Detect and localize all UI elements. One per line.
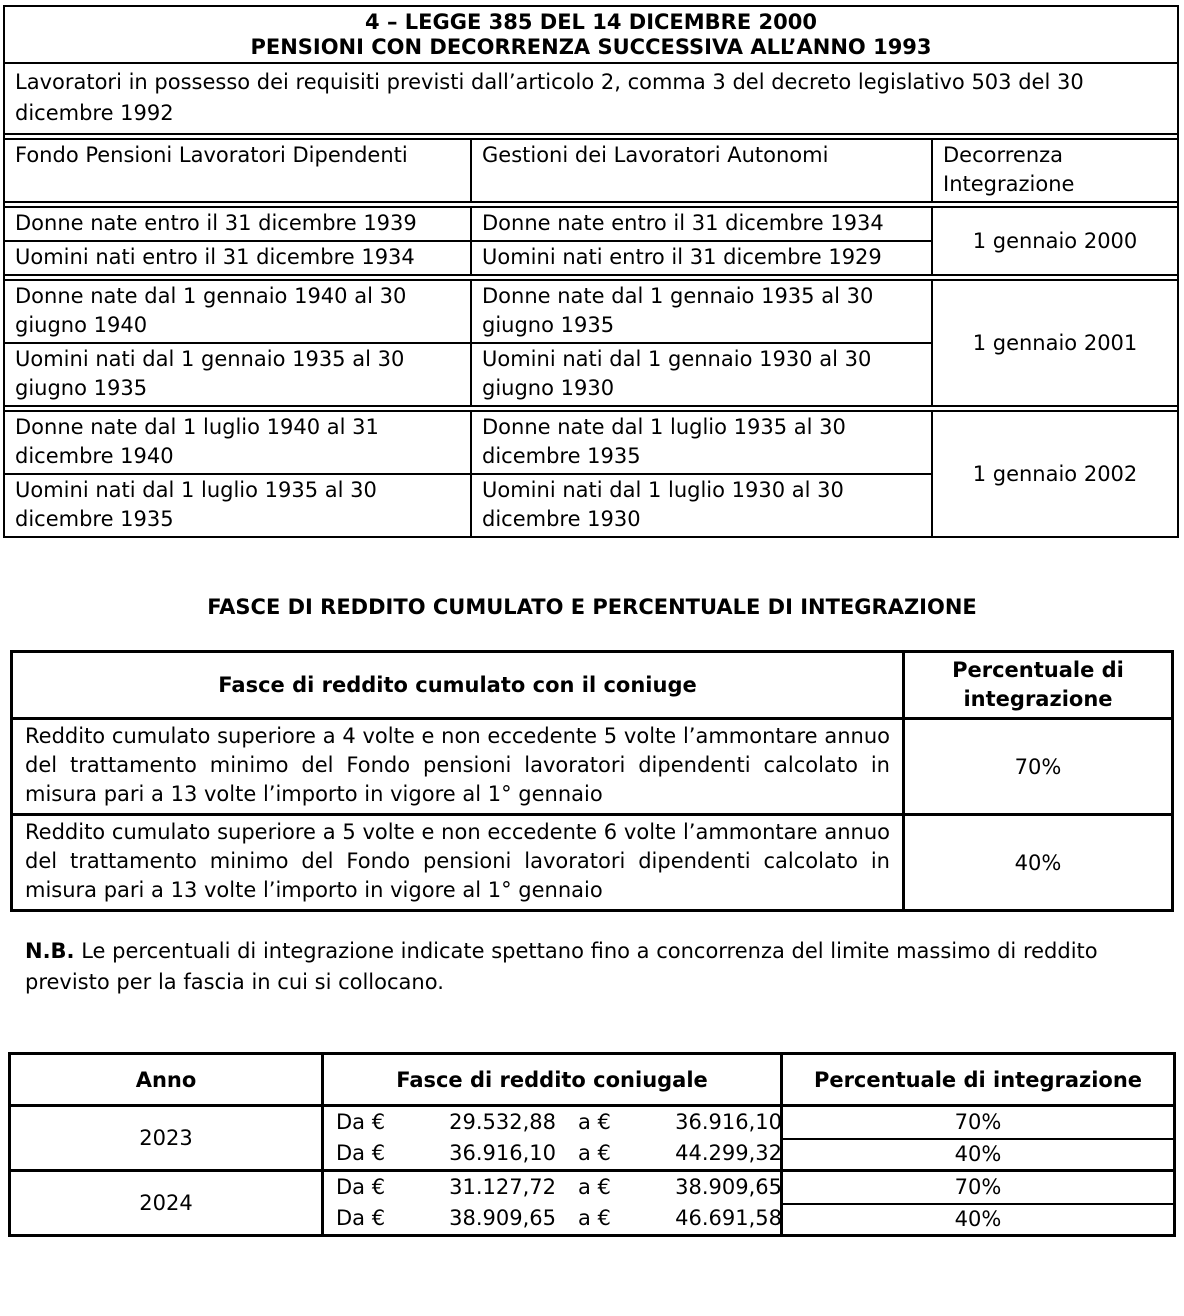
law-385-table bbox=[3, 5, 1179, 538]
column-header-decorrenza: Decorrenza Integrazione bbox=[943, 143, 1075, 196]
table3-header-row bbox=[11, 1055, 1173, 1104]
fascia-description: Reddito cumulato superiore a 4 volte e non eccedente 5 volte l’ammontare annuo del trattamento minimo del Fondo pensioni lavoratori dipendenti calcolato in misura pari a 13 volte l’importo in vigore al 1° gennaio bbox=[13, 720, 905, 813]
percentuale-value: 70% bbox=[1014, 754, 1062, 779]
fasce-reddito-table bbox=[10, 650, 1174, 912]
table-cell: Uomini nati dal 1 luglio 1930 al 30 dicembre 1930 bbox=[472, 475, 933, 536]
column-header-gla: Gestioni dei Lavoratori Autonomi bbox=[472, 140, 933, 201]
double-rule bbox=[5, 201, 1177, 208]
table-cell: Uomini nati dal 1 gennaio 1930 al 30 giugno 1930 bbox=[472, 344, 933, 405]
anno-fasce-table bbox=[8, 1052, 1176, 1237]
a-label: a € bbox=[578, 1141, 611, 1165]
double-rule bbox=[5, 274, 1177, 281]
table-cell: Donne nate dal 1 gennaio 1935 al 30 giugno 1935 bbox=[472, 281, 933, 344]
table-cell: Uomini nati entro il 31 dicembre 1929 bbox=[472, 242, 933, 274]
table-cell: Donne nate dal 1 gennaio 1940 al 30 giugno 1940 bbox=[5, 281, 472, 344]
double-rule bbox=[5, 405, 1177, 412]
table1-group-2000 bbox=[5, 208, 1177, 274]
euro-range-row bbox=[336, 1172, 780, 1203]
percentuale-value: 40% bbox=[783, 1203, 1173, 1234]
percentuale-value: 70% bbox=[954, 1175, 1002, 1199]
table1-title-line2: PENSIONI CON DECORRENZA SUCCESSIVA ALL’ANNO 1993 bbox=[250, 35, 932, 59]
range-from: 36.916,10 bbox=[449, 1141, 556, 1165]
range-to: 38.909,65 bbox=[675, 1175, 782, 1199]
fasce-cell bbox=[324, 1172, 783, 1234]
table-cell: Donne nate dal 1 luglio 1940 al 31 dicembre 1940 bbox=[5, 412, 472, 475]
table2-header-row bbox=[13, 653, 1171, 717]
table2-row-40 bbox=[13, 813, 1171, 909]
decorrenza-cell: 1 gennaio 2000 bbox=[972, 229, 1138, 253]
column-header-fasce-coniugale: Fasce di reddito coniugale bbox=[324, 1055, 783, 1104]
section-title-fasce: FASCE DI REDDITO CUMULATO E PERCENTUALE DI INTEGRAZIONE bbox=[207, 595, 977, 619]
table-cell: Uomini nati entro il 31 dicembre 1934 bbox=[5, 242, 472, 274]
da-label: Da € bbox=[336, 1175, 386, 1199]
table-cell: Uomini nati dal 1 gennaio 1935 al 30 giugno 1935 bbox=[5, 344, 472, 405]
euro-range-row bbox=[336, 1203, 780, 1234]
range-to: 46.691,58 bbox=[675, 1206, 782, 1230]
table-cell: Uomini nati dal 1 luglio 1935 al 30 dicembre 1935 bbox=[5, 475, 472, 536]
table1-group-2002 bbox=[5, 412, 1177, 536]
range-from: 31.127,72 bbox=[449, 1175, 556, 1199]
percentuale-value: 70% bbox=[954, 1110, 1002, 1134]
fasce-cell bbox=[324, 1107, 783, 1169]
table1-group-2001 bbox=[5, 281, 1177, 405]
da-label: Da € bbox=[336, 1206, 386, 1230]
nb-label: N.B. bbox=[25, 939, 75, 963]
table-cell: Donne nate entro il 31 dicembre 1939 bbox=[5, 208, 472, 242]
column-header-fasce-coniuge: Fasce di reddito cumulato con il coniuge bbox=[13, 653, 905, 717]
range-from: 29.532,88 bbox=[449, 1110, 556, 1134]
da-label: Da € bbox=[336, 1110, 386, 1134]
range-to: 36.916,10 bbox=[675, 1110, 782, 1134]
decorrenza-cell: 1 gennaio 2002 bbox=[972, 462, 1138, 486]
a-label: a € bbox=[578, 1206, 611, 1230]
column-header-percentuale-integrazione: Percentuale di integrazione bbox=[813, 1067, 1143, 1092]
table-cell: Donne nate entro il 31 dicembre 1934 bbox=[472, 208, 933, 242]
a-label: a € bbox=[578, 1175, 611, 1199]
euro-range-row bbox=[336, 1138, 780, 1169]
fascia-description: Reddito cumulato superiore a 5 volte e non eccedente 6 volte l’ammontare annuo del trattamento minimo del Fondo pensioni lavoratori dipendenti calcolato in misura pari a 13 volte l’importo in vigore al 1° gennaio bbox=[13, 816, 905, 909]
decorrenza-cell: 1 gennaio 2001 bbox=[972, 331, 1138, 355]
percentuale-value: 40% bbox=[783, 1138, 1173, 1169]
table1-header-row bbox=[5, 140, 1177, 201]
percentuale-value: 40% bbox=[1014, 850, 1062, 875]
column-header-fpld: Fondo Pensioni Lavoratori Dipendenti bbox=[5, 140, 472, 201]
anno-cell: 2023 bbox=[11, 1107, 324, 1169]
column-header-anno: Anno bbox=[11, 1055, 324, 1104]
column-header-percentuale: Percentuale di integrazione bbox=[952, 658, 1124, 711]
range-from: 38.909,65 bbox=[449, 1206, 556, 1230]
anno-cell: 2024 bbox=[11, 1172, 324, 1234]
a-label: a € bbox=[578, 1110, 611, 1134]
table2-row-70 bbox=[13, 717, 1171, 813]
table1-subtitle: Lavoratori in possesso dei requisiti previsti dall’articolo 2, comma 3 del decreto legislativo 503 del 30 dicembre 1992 bbox=[15, 70, 1084, 125]
table3-group-2023 bbox=[11, 1104, 1173, 1169]
nb-note bbox=[25, 936, 1164, 998]
table1-title-line1: 4 – LEGGE 385 DEL 14 DICEMBRE 2000 bbox=[365, 10, 817, 34]
double-rule bbox=[5, 133, 1177, 140]
nb-text: Le percentuali di integrazione indicate spettano fino a concorrenza del limite massimo di reddito previsto per la fascia in cui si collocano. bbox=[25, 939, 1098, 994]
da-label: Da € bbox=[336, 1141, 386, 1165]
table-cell: Donne nate dal 1 luglio 1935 al 30 dicembre 1935 bbox=[472, 412, 933, 475]
range-to: 44.299,32 bbox=[675, 1141, 782, 1165]
euro-range-row bbox=[336, 1107, 780, 1138]
table3-group-2024 bbox=[11, 1169, 1173, 1234]
table1-title bbox=[5, 7, 1177, 64]
